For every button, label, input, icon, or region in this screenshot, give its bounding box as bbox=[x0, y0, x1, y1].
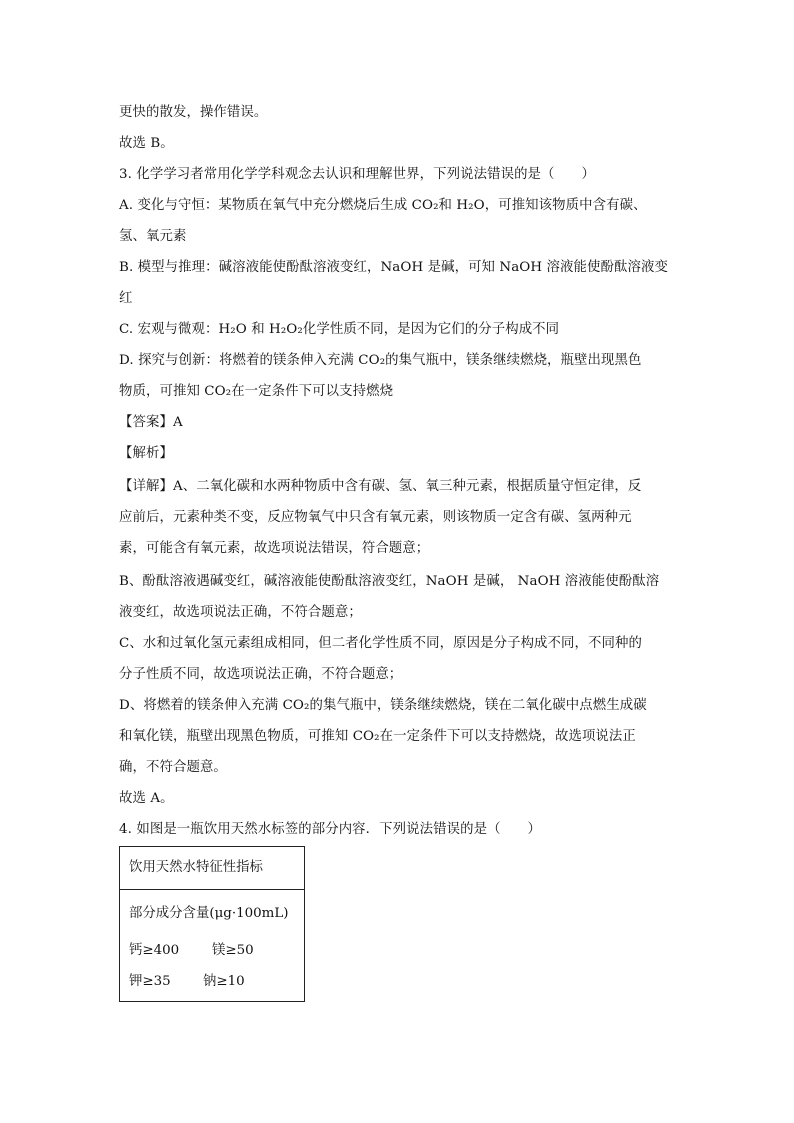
detail-b-cont: 液变红，故选项说法正确，不符合题意； bbox=[119, 605, 362, 620]
analysis-heading: 【解析】 bbox=[119, 446, 173, 461]
option-a: A. 变化与守恒：某物质在氧气中充分燃烧后生成 CO₂和 H₂O，可推知该物质中含有碳、 bbox=[119, 198, 647, 213]
option-a-cont: 氢、氧元素 bbox=[119, 229, 187, 244]
detail-b: B、酚酞溶液遇碱变红，碱溶液能使酚酞溶液变红，NaOH 是碱， NaOH 溶液能使酚酞溶 bbox=[119, 574, 660, 589]
detail-d: D、将燃着的镁条伸入充满 CO₂的集气瓶中，镁条继续燃烧，镁在二氧化碳中点燃生成碳 bbox=[119, 698, 647, 713]
option-b: B. 模型与推理：碱溶液能使酚酞溶液变红，NaOH 是碱，可知 NaOH 溶液能使酚酞溶液变 bbox=[119, 260, 668, 275]
detail-a: 【详解】A、二氧化碳和水两种物质中含有碳、氢、氧三种元素，根据质量守恒定律，反 bbox=[119, 479, 642, 494]
detail-a-cont: 应前后，元素种类不变，反应物氧气中只含有氧元素，则该物质一定含有碳、氢两种元 bbox=[119, 510, 632, 525]
question-3-stem: 3. 化学学习者常用化学学科观念去认识和理解世界，下列说法错误的是（ ） bbox=[119, 167, 596, 182]
sodium-value: 钠≥10 bbox=[203, 974, 245, 989]
question-4-stem: 4. 如图是一瓶饮用天然水标签的部分内容．下列说法错误的是（ ） bbox=[119, 822, 542, 837]
detail-d-cont: 确，不符合题意。 bbox=[119, 760, 227, 775]
potassium-value: 钾≥35 bbox=[129, 974, 171, 989]
label-subtitle: 部分成分含量(μg·100mL) bbox=[129, 906, 289, 921]
calcium-value: 钙≥400 bbox=[129, 943, 180, 958]
detail-a-cont: 素，可能含有氧元素，故选项说法错误，符合题意； bbox=[119, 541, 430, 556]
magnesium-value: 镁≥50 bbox=[212, 943, 254, 958]
detail-c: C、水和过氧化氢元素组成相同，但二者化学性质不同，原因是分子构成不同，不同种的 bbox=[119, 636, 642, 651]
water-label-box bbox=[119, 846, 305, 1002]
text-line: 更快的散发，操作错误。 bbox=[119, 105, 268, 120]
option-c: C. 宏观与微观：H₂O 和 H₂O₂化学性质不同，是因为它们的分子构成不同 bbox=[119, 322, 560, 337]
detail-d-cont: 和氧化镁，瓶壁出现黑色物质，可推知 CO₂在一定条件下可以支持燃烧，故选项说法正 bbox=[119, 729, 636, 744]
option-b-cont: 红 bbox=[119, 291, 133, 306]
final-answer: 故选 A。 bbox=[119, 791, 174, 806]
option-d: D. 探究与创新：将燃着的镁条伸入充满 CO₂的集气瓶中，镁条继续燃烧，瓶壁出现黑色 bbox=[119, 353, 642, 368]
option-d-cont: 物质，可推知 CO₂在一定条件下可以支持燃烧 bbox=[119, 384, 394, 399]
text-line: 故选 B。 bbox=[119, 136, 174, 151]
detail-c-cont: 分子性质不同，故选项说法正确，不符合题意； bbox=[119, 667, 403, 682]
answer: 【答案】A bbox=[119, 415, 183, 430]
label-title: 饮用天然水特征性指标 bbox=[129, 860, 263, 875]
